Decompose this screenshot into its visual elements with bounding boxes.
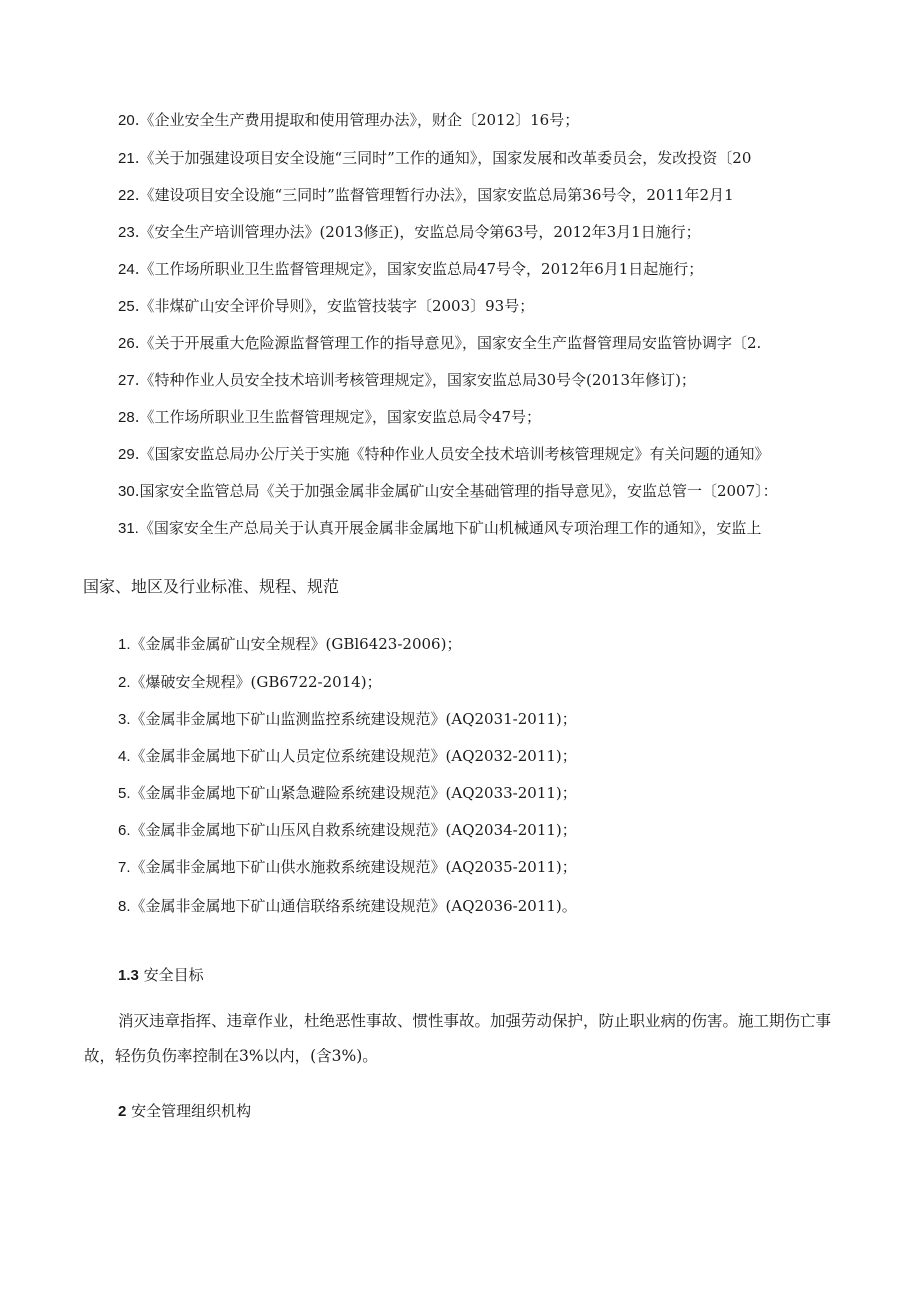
item-text: .《特种作业人员安全技术培训考核管理规定》，国家安监总局30号令(2013年修订)； [134,371,696,389]
item-number: 8. [118,898,131,915]
item-number: 7. [118,859,131,876]
item-text: .国家安全监管总局《关于加强金属非金属矿山安全基础管理的指导意见》，安监总管一〔2007〕： [134,482,778,500]
item-number: 26 [118,335,135,352]
section-1-3-heading [118,965,204,986]
item-number: 28 [118,409,135,426]
item-text: 《国家安全生产总局关于认真开展金属非金属地下矿山机械通风专项治理工作的通知》，安监上 [138,519,762,537]
goal-paragraph-line-1: 消灭违章指挥、违章作业，杜绝恶性事故、惯性事故。加强劳动保护，防止职业病的伤害。施工期伤亡事 [118,1012,832,1030]
list-item [118,820,577,841]
item-text: .《关于开展重大危险源监督管理工作的指导意见》，国家安全生产监督管理局安监管协调字〔2. [134,334,762,352]
list-item [118,333,761,354]
item-number: 5. [118,785,131,802]
item-text: .《关于加强建设项目安全设施“三同时”工作的通知》，国家发展和改革委员会，发改投资〔20 [134,149,752,167]
section-title: 安全目标 [143,966,204,984]
list-item [118,222,701,243]
item-text: .《建设项目安全设施“三同时”监督管理暂行办法》，国家安监总局第36号令，2011年2月1 [134,186,734,204]
item-number: 6. [118,822,131,839]
list-item [118,518,761,539]
item-number: 22 [118,187,135,204]
item-number: 21 [118,150,135,167]
item-number: 20 [118,112,135,129]
item-text: 《金属非金属地下矿山监测监控系统建设规范》(AQ2031-2011)； [130,710,577,728]
item-text: 《金属非金属地下矿山人员定位系统建设规范》(AQ2032-2011)； [130,747,577,765]
item-number: 31. [118,520,139,537]
item-number: 25 [118,298,135,315]
item-text: 《金属非金属地下矿山紧急避险系统建设规范》(AQ2033-2011)； [130,784,577,802]
list-item [118,148,751,169]
item-text: .《非煤矿山安全评价导则》，安监管技装字〔2003〕93号； [134,297,535,315]
section-number: 1.3 [118,967,139,984]
item-text: .《工作场所职业卫生监督管理规定》，国家安监总局令47号； [134,408,542,426]
item-text: 《金属非金属矿山安全规程》(GBl6423-2006)； [130,635,462,653]
list-item [118,444,769,465]
item-text: 《金属非金属地下矿山压风自救系统建设规范》(AQ2034-2011)； [130,821,577,839]
item-text: .《工作场所职业卫生监督管理规定》，国家安监总局47号令，2012年6月1日起施行； [134,260,704,278]
item-text: 《爆破安全规程》(GB6722-2014)； [130,673,382,691]
list-item [118,370,696,391]
section-title: 安全管理组织机构 [131,1102,252,1120]
list-item [118,185,734,206]
item-text: .《安全生产培训管理办法》(2013修正)，安监总局令第63号，2012年3月1日施行； [134,223,701,241]
item-text: 《金属非金属地下矿山通信联络系统建设规范》(AQ2036-2011)。 [130,897,577,915]
item-number: 24 [118,261,135,278]
item-number: 4. [118,748,131,765]
item-number: 3. [118,711,131,728]
goal-paragraph-line-2: 故，轻伤负伤率控制在3%以内，(含3%)。 [84,1047,378,1065]
list-item [118,783,577,804]
list-item [118,110,579,131]
list-item [118,709,577,730]
list-item [118,634,461,655]
section-heading: 国家、地区及行业标准、规程、规范 [83,577,340,596]
item-text: .《企业安全生产费用提取和使用管理办法》，财企〔2012〕16号； [134,111,580,129]
list-item [118,672,382,693]
item-number: 27 [118,372,135,389]
list-item [118,857,577,878]
list-item [118,896,577,917]
item-number: 2. [118,674,131,691]
section-number: 2 [118,1103,127,1120]
list-item [118,407,541,428]
list-item [118,481,778,502]
item-number: 23 [118,224,135,241]
list-item [118,259,703,280]
list-item [118,296,534,317]
list-item [118,746,577,767]
section-2-heading [118,1101,251,1122]
item-text: 《金属非金属地下矿山供水施救系统建设规范》(AQ2035-2011)； [130,858,577,876]
item-text: .《国家安监总局办公厅关于实施《特种作业人员安全技术培训考核管理规定》有关问题的通知》 [134,445,770,463]
item-number: 1. [118,636,131,653]
item-number: 29 [118,446,135,463]
item-number: 30 [118,483,135,500]
